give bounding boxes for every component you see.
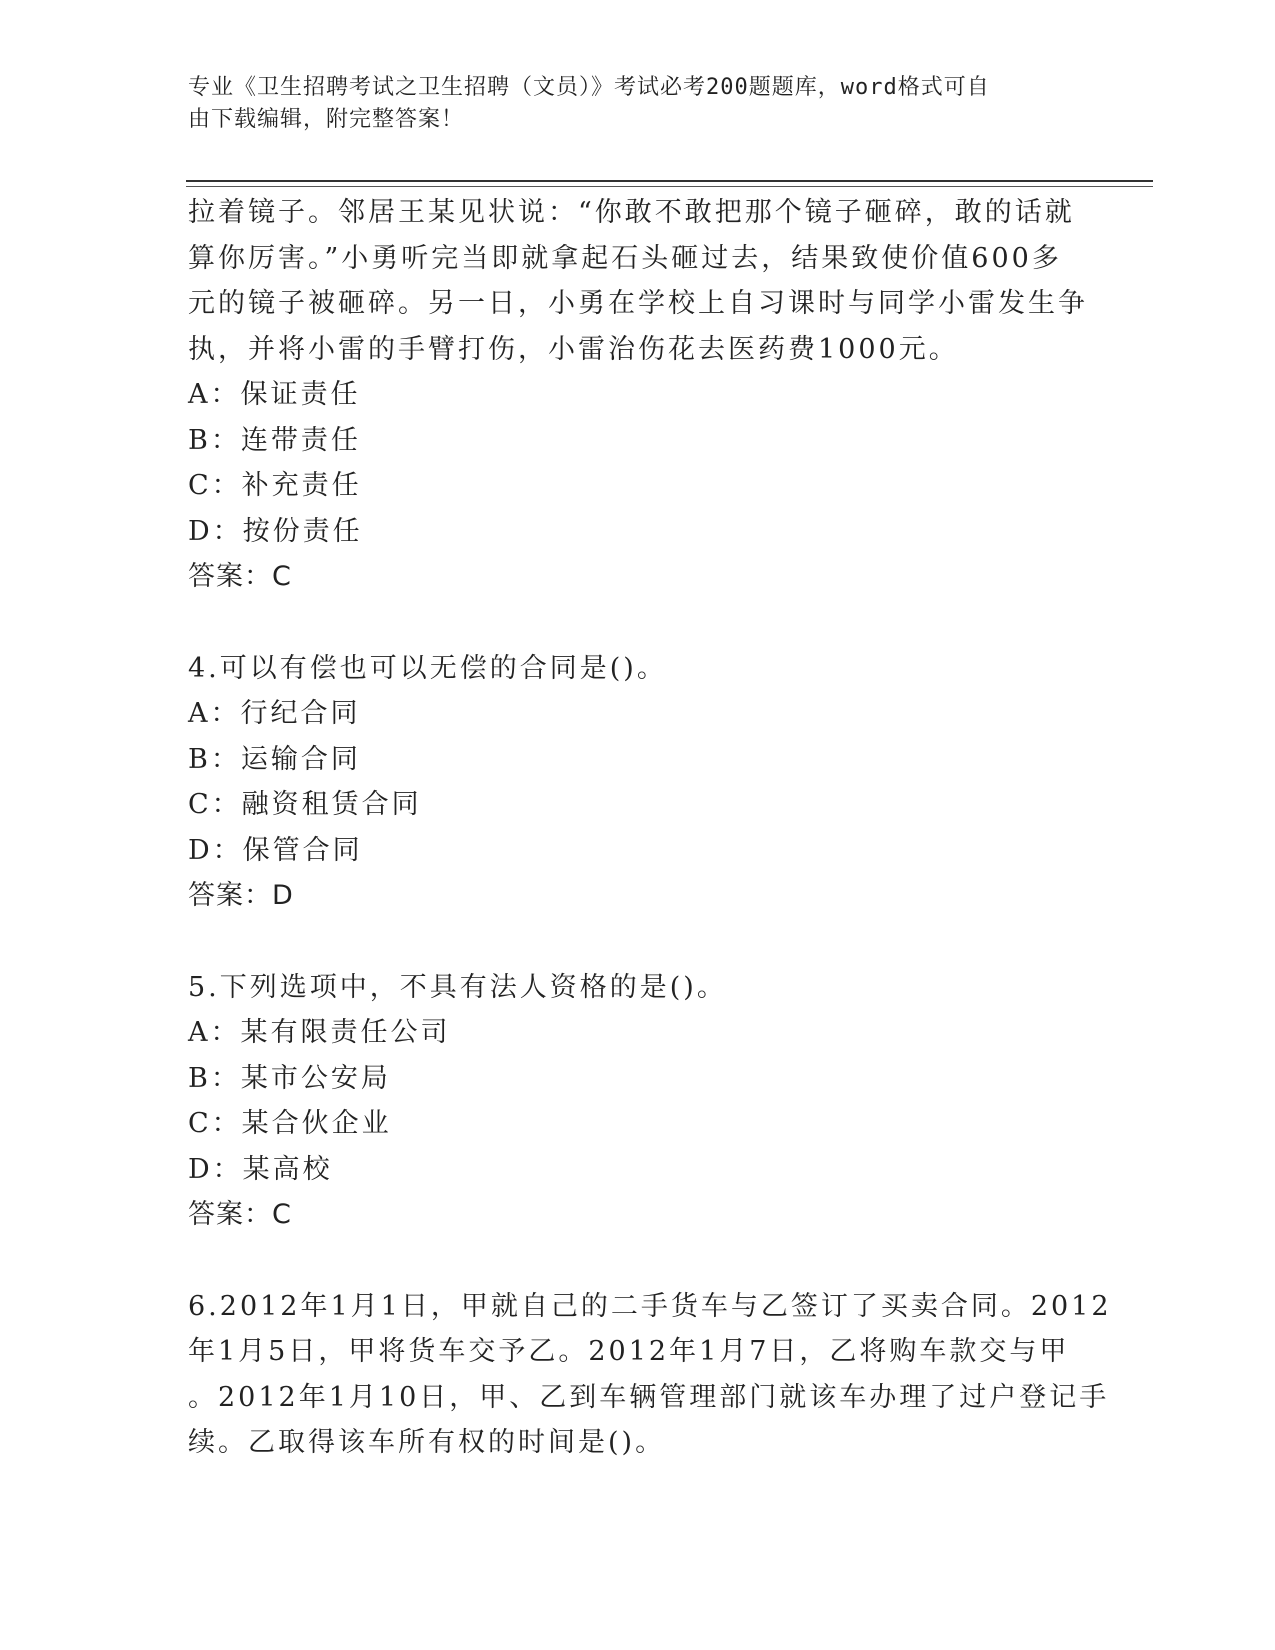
option-a: A：某有限责任公司 [188, 1017, 451, 1048]
option-b: B：连带责任 [188, 424, 361, 456]
option-c: C：补充责任 [188, 470, 362, 501]
header-rule [186, 180, 1153, 182]
option-d: D：按份责任 [188, 515, 363, 547]
question-4 [188, 646, 1088, 919]
option-b: B：某市公安局 [188, 1062, 391, 1094]
answer-line: 答案：C [188, 1199, 292, 1230]
question-6 [188, 1284, 1112, 1466]
document-body [188, 190, 1112, 1466]
option-a: A：保证责任 [188, 379, 361, 410]
option-a: A：行纪合同 [188, 698, 361, 729]
question-3-continued [188, 190, 1088, 600]
question-text-line: 元的镜子被砸碎。另一日，小勇在学校上自习课时与同学小雷发生争 [188, 288, 1088, 319]
question-stem: 4.可以有偿也可以无偿的合同是()。 [188, 652, 667, 684]
answer-line: 答案：C [188, 561, 292, 592]
header-line-1: 专业《卫生招聘考试之卫生招聘（文员）》考试必考200题题库，word格式可自 [188, 75, 990, 100]
header-rule-thin [186, 186, 1153, 187]
question-stem: 5.下列选项中，不具有法人资格的是()。 [188, 971, 727, 1003]
question-text-line: 年1月5日，甲将货车交予乙。2012年1月7日，乙将购车款交与甲 [188, 1336, 1070, 1367]
question-text-line: 拉着镜子。邻居王某见状说：“你敢不敢把那个镜子砸碎，敢的话就 [188, 197, 1075, 228]
question-text-line: 执，并将小雷的手臂打伤，小雷治伤花去医药费1000元。 [188, 333, 959, 365]
document-header [188, 72, 1078, 136]
question-text-line: 续。乙取得该车所有权的时间是()。 [188, 1427, 666, 1458]
answer-line: 答案：D [188, 880, 294, 911]
question-text-line: 算你厉害。”小勇听完当即就拿起石头砸过去，结果致使价值600多 [188, 242, 1062, 274]
option-c: C：融资租赁合同 [188, 789, 422, 820]
header-line-2: 由下载编辑，附完整答案！ [188, 107, 465, 132]
option-d: D：某高校 [188, 1153, 333, 1185]
option-b: B：运输合同 [188, 743, 361, 775]
question-text-line: 。2012年1月10日，甲、乙到车辆管理部门就该车办理了过户登记手 [188, 1381, 1110, 1413]
option-d: D：保管合同 [188, 834, 363, 866]
option-c: C：某合伙企业 [188, 1108, 392, 1139]
question-text-line: 6.2012年1月1日，甲就自己的二手货车与乙签订了买卖合同。2012 [188, 1290, 1112, 1322]
question-5 [188, 965, 1088, 1238]
